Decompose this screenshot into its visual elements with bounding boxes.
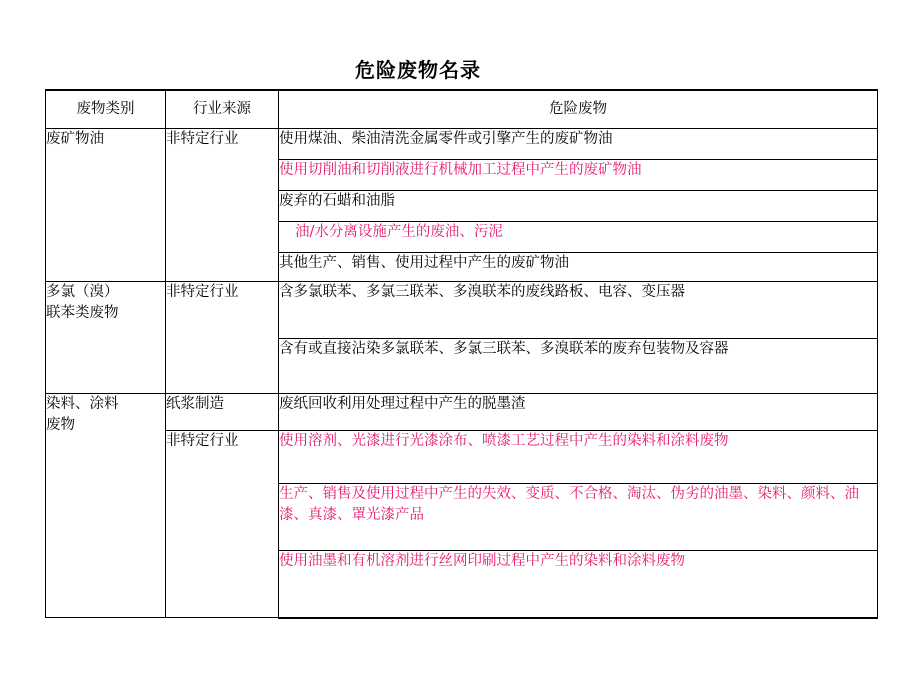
source-label: 非特定行业 [166, 433, 239, 449]
table-row [46, 394, 878, 431]
source-cell [166, 394, 279, 431]
category-label-line: 废物 [46, 417, 75, 433]
waste-item-cell: 生产、销售及使用过程中产生的失效、变质、不合格、淘汰、伪劣的油墨、染料、颜料、油漆、真漆、罩光漆产品 [279, 484, 878, 551]
category-cell-dye-paint-waste [46, 394, 166, 618]
source-label: 非特定行业 [166, 284, 239, 300]
category-label-line: 染料、涂料 [46, 396, 119, 412]
header-category: 废物类别 [46, 90, 166, 129]
table-row [46, 129, 878, 160]
category-cell-waste-mineral-oil [46, 129, 166, 282]
waste-item-cell: 含多氯联苯、多氯三联苯、多溴联苯的废线路板、电容、变压器 [279, 282, 878, 339]
waste-item-cell: 使用煤油、柴油清洗金属零件或引擎产生的废矿物油 [279, 129, 878, 160]
source-label: 纸浆制造 [166, 396, 224, 412]
table-header-row [46, 90, 878, 129]
category-label: 废矿物油 [46, 131, 104, 147]
source-cell [166, 431, 279, 618]
header-waste: 危险废物 [279, 90, 878, 129]
page-title: 危险废物名录 [355, 58, 481, 82]
source-cell [166, 282, 279, 394]
category-cell-pcb-waste [46, 282, 166, 394]
waste-item-cell: 其他生产、销售、使用过程中产生的废矿物油 [279, 253, 878, 282]
table-row [46, 431, 878, 484]
waste-item-cell: 使用油墨和有机溶剂进行丝网印刷过程中产生的染料和涂料废物 [279, 551, 878, 618]
waste-item-cell: 使用切削油和切削液进行机械加工过程中产生的废矿物油 [279, 160, 878, 191]
category-label-line: 多氯（溴） [46, 284, 119, 300]
waste-item-cell: 废弃的石蜡和油脂 [279, 191, 878, 222]
waste-item-cell: 使用溶剂、光漆进行光漆涂布、喷漆工艺过程中产生的染料和涂料废物 [279, 431, 878, 484]
waste-item-cell: 废纸回收利用处理过程中产生的脱墨渣 [279, 394, 878, 431]
header-source: 行业来源 [166, 90, 279, 129]
hazardous-waste-table [45, 89, 878, 619]
category-label-line: 联苯类废物 [46, 305, 119, 321]
waste-item-cell: 含有或直接沾染多氯联苯、多氯三联苯、多溴联苯的废弃包装物及容器 [279, 339, 878, 394]
waste-item-cell: 油/水分离设施产生的废油、污泥 [279, 222, 878, 253]
source-cell [166, 129, 279, 282]
source-label: 非特定行业 [166, 131, 239, 147]
table-row [46, 282, 878, 339]
